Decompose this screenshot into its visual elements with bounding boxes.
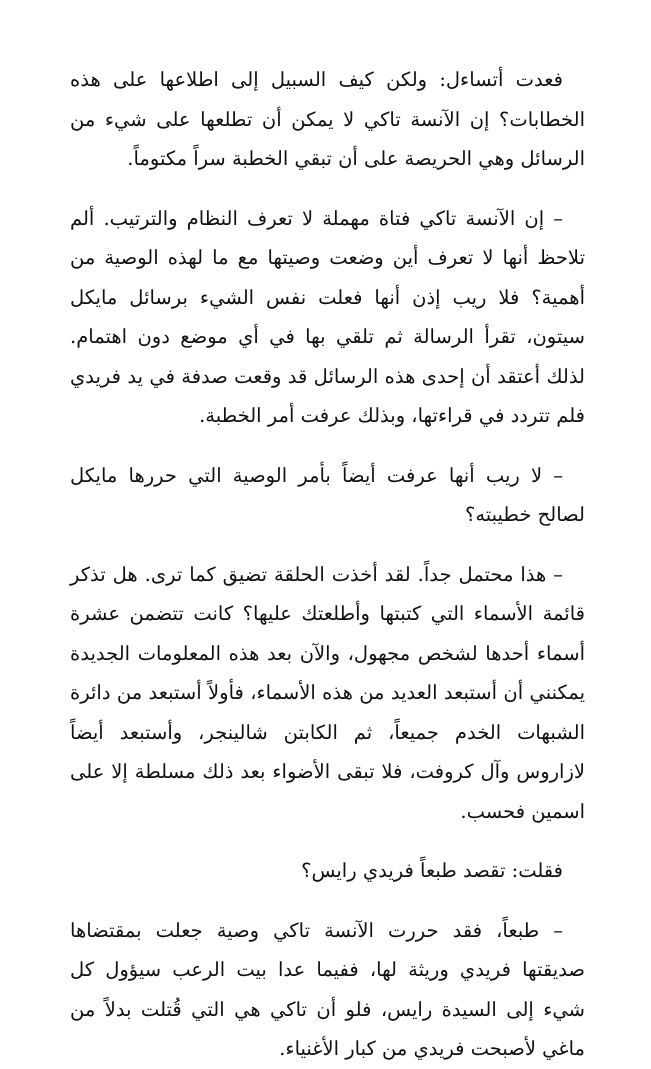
paragraph-5: فقلت: تقصد طبعاً فريدي رايس؟ <box>301 859 563 882</box>
paragraph-4: – هذا محتمل جداً. لقد أخذت الحلقة تضيق كما ترى. هل تذكر قائمة الأسماء التي كتبتها وأطلعتك عليها؟ كانت تتضمن عشرة أسماء أحدها لشخص مجهول، والآن بعد هذه المعلومات الجديدة يمكنني أن أستبعد العديد من هذه الأسماء، فأولاً أستبعد من دائرة الشبهات الخدم جميعاً، ثم الكابتن شالينجر، وأستبعد أيضاً لازاروس وآل كروفت، فلا تبقى الأضواء بعد ذلك مسلطة إلا على اسمين فحسب. <box>70 562 585 823</box>
paragraph-3: – لا ريب أنها عرفت أيضاً بأمر الوصية التي حررها مايكل لصالح خطيبته؟ <box>70 463 585 526</box>
paragraph-1: فعدت أتساءل: ولكن كيف السبيل إلى اطلاعها على هذه الخطابات؟ إن الآنسة تاكي لا يمكن أن تطلعها على شيء من الرسائل وهي الحريصة على أن تبقي الخطبة سراً مكتوماً. <box>70 68 585 170</box>
paragraph-6: – طبعاً، فقد حررت الآنسة تاكي وصية جعلت بمقتضاها صديقتها فريدي وريثة لها، ففيما عدا بيت الرعب سيؤول كل شيء إلى السيدة رايس، فلو أن تاكي هي التي قُتلت بدلاً من ماغي لأصبحت فريدي من كبار الأغنياء. <box>70 918 585 1060</box>
paragraph-2: – إن الآنسة تاكي فتاة مهملة لا تعرف النظام والترتيب. ألم تلاحظ أنها لا تعرف أين وضعت وصيتها مع ما لهذه الوصية من أهمية؟ فلا ريب إذن أنها فعلت نفس الشيء برسائل مايكل سيتون، تقرأ الرسالة ثم تلقي بها في أي موضع دون اهتمام. لذلك أعتقد أن إحدى هذه الرسائل قد وقعت صدفة في يد فريدي فلم تتردد في قراءتها، وبذلك عرفت أمر الخطبة. <box>70 206 585 427</box>
